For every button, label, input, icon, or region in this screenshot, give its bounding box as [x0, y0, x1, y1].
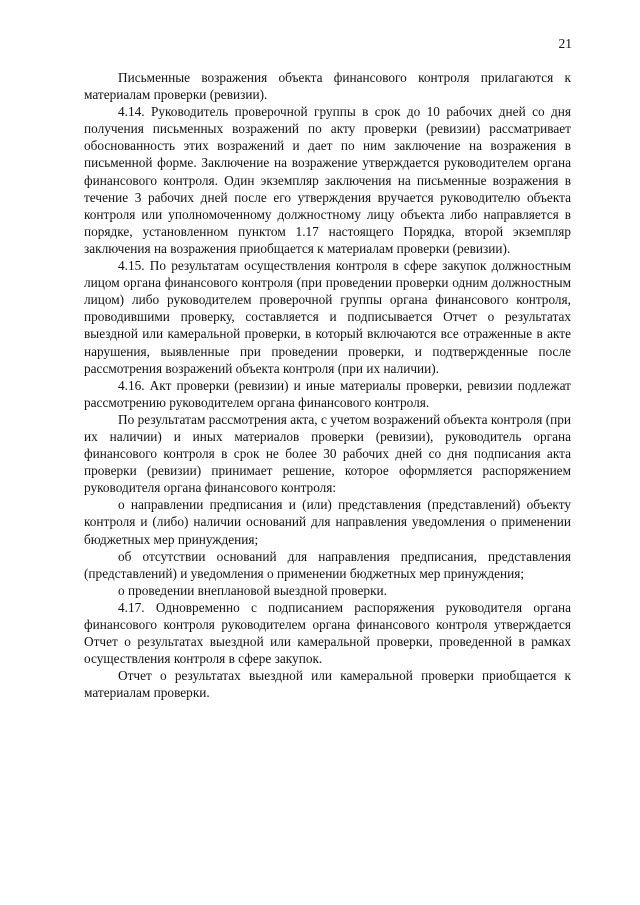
list-item-directive: о направлении предписания и (или) представления (представлений) объекту контроля и (либо) наличии оснований для направления уведомления о применении бюджетных мер принуждения;: [84, 497, 571, 547]
paragraph-4-17: 4.17. Одновременно с подписанием распоряжения руководителя органа финансового контроля руководителем органа финансового контроля утверждается Отчет о результатах выездной или камеральной проверки, проведенной в рамках осуществления контроля в сфере закупок.: [84, 599, 571, 667]
list-item-no-grounds: об отсутствии оснований для направления предписания, представления (представлений) и уведомления о применении бюджетных мер принуждения;: [84, 548, 571, 581]
page-number: 21: [558, 36, 572, 51]
paragraph-4-16: 4.16. Акт проверки (ревизии) и иные материалы проверки, ревизии подлежат рассмотрению руководителем органа финансового контроля.: [84, 377, 571, 410]
paragraph-4-15: 4.15. По результатам осуществления контроля в сфере закупок должностным лицом органа финансового контроля (при проведении проверки одним должностным лицом) либо руководителем проверочной группы органа финансового контроля, проводившими проверку, составляется и подписывается Отчет о результатах выездной или камеральной проверки, в который включаются все отраженные в акте нарушения, выявленные при проведении проверки, и подтвержденные после рассмотрения возражений объекта контроля (при их наличии).: [84, 258, 571, 376]
document-body: [84, 69, 571, 701]
paragraph-review-decision: По результатам рассмотрения акта, с учетом возражений объекта контроля (при их наличии) и иных материалов проверки (ревизии), руководитель органа финансового контроля в срок не более 30 рабочих дней со дня подписания акта проверки (ревизии) принимает решение, которое оформляется распоряжением руководителя органа финансового контроля:: [84, 411, 571, 496]
paragraph-4-14: 4.14. Руководитель проверочной группы в срок до 10 рабочих дней со дня получения письменных возражений по акту проверки (ревизии) рассматривает обоснованность этих возражений и дает по ним заключение на возражения в письменной форме. Заключение на возражение утверждается руководителем органа финансового контроля. Один экземпляр заключения на письменные возражения в течение 3 рабочих дней после его утверждения вручается руководителю объекта контроля или уполномоченному должностному лицу объекта либо направляется в порядке, установленном пунктом 1.17 настоящего Порядка, второй экземпляр заключения на возражения приобщается к материалам проверки (ревизии).: [84, 104, 571, 256]
paragraph-report-attached: Отчет о результатах выездной или камеральной проверки приобщается к материалам проверки.: [84, 668, 571, 701]
list-item-unscheduled-inspection: о проведении внеплановой выездной проверки.: [118, 582, 387, 598]
paragraph-objections-attached: Письменные возражения объекта финансового контроля прилагаются к материалам проверки (ревизии).: [84, 70, 571, 103]
